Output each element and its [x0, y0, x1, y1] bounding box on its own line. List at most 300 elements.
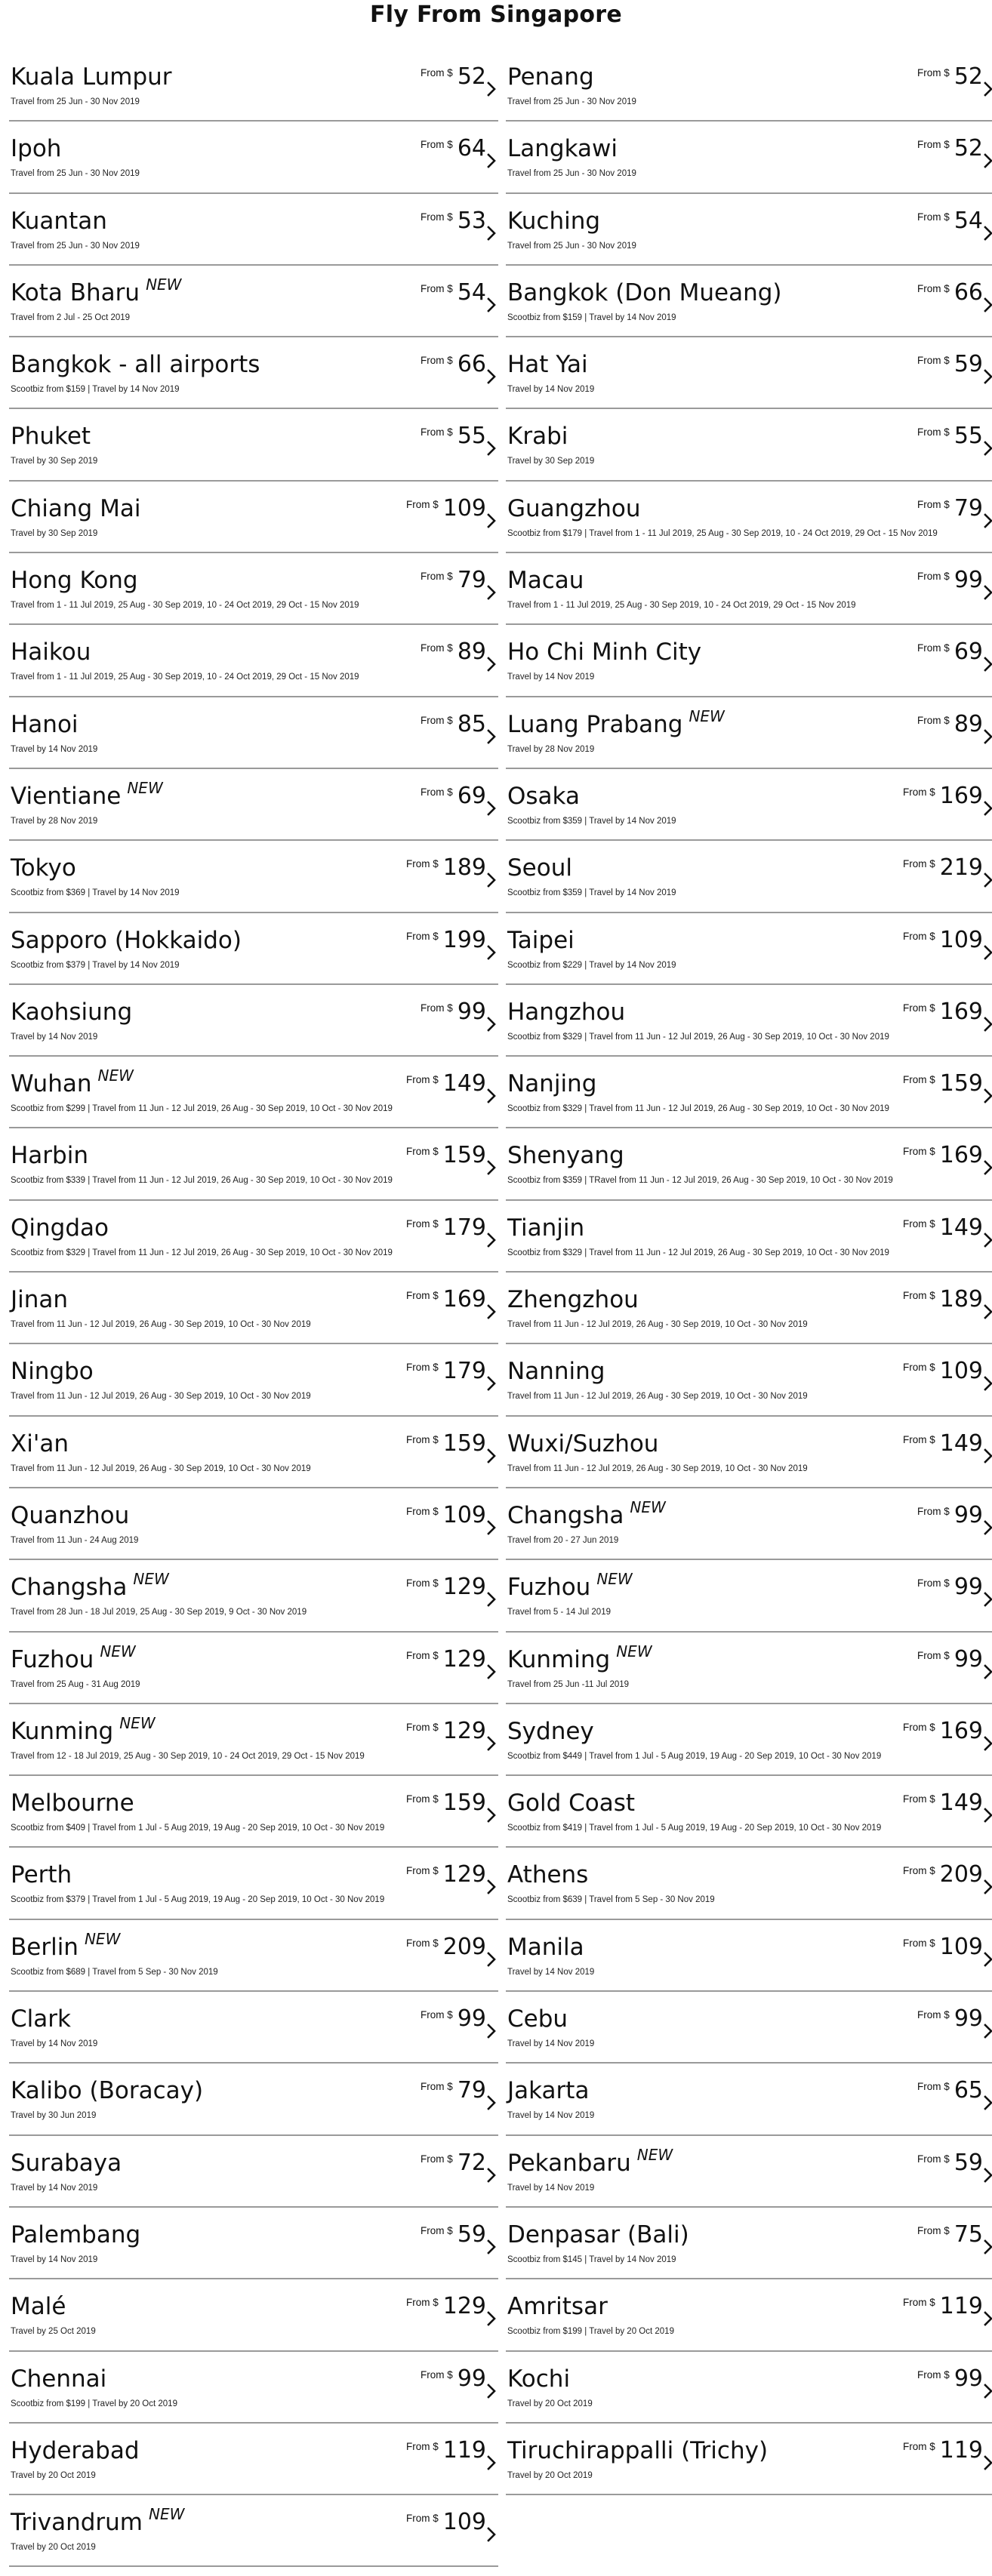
- travel-period: Travel by 14 Nov 2019: [507, 2039, 595, 2049]
- chevron-right-icon[interactable]: [981, 871, 992, 889]
- destination-label: Fuzhou: [11, 1645, 94, 1673]
- destination-name: [507, 208, 600, 235]
- travel-period: Scootbiz from $359 | TRavel from 11 Jun - 12 Jul 2019, 26 Aug - 30 Sep 2019, 10 Oct - 30 Nov 2019: [507, 1176, 893, 1186]
- destination-name: [11, 2505, 185, 2538]
- destination-row-right-5[interactable]: [506, 409, 992, 481]
- chevron-right-icon[interactable]: [485, 1231, 498, 1249]
- destination-label: Tianjin: [507, 1214, 585, 1242]
- destination-row-left-28[interactable]: [9, 2064, 498, 2135]
- price: [406, 1142, 486, 1169]
- destination-label: Manila: [507, 1933, 584, 1961]
- destination-row-right-30[interactable]: [506, 2208, 992, 2279]
- chevron-right-icon[interactable]: [485, 2238, 498, 2256]
- from-label: From $: [902, 786, 935, 798]
- travel-period: Travel by 14 Nov 2019: [11, 1032, 98, 1042]
- price: [903, 999, 983, 1026]
- price-amount: 169: [939, 1717, 983, 1744]
- destination-label: Wuxi/Suzhou: [507, 1430, 659, 1457]
- destination-label: Kunming: [11, 1717, 114, 1745]
- destination-row-left-34[interactable]: [9, 2495, 498, 2567]
- from-label: From $: [902, 930, 935, 942]
- destination-label: Palembang: [11, 2221, 141, 2248]
- destination-name: [507, 1142, 624, 1169]
- chevron-right-icon[interactable]: [981, 296, 992, 314]
- destination-name: [11, 1929, 121, 1963]
- from-label: From $: [902, 1290, 935, 1302]
- travel-period: Travel from 25 Aug - 31 Aug 2019: [11, 1679, 140, 1689]
- from-label: From $: [405, 1362, 439, 1374]
- new-badge: NEW: [127, 778, 163, 797]
- travel-period: Travel from 25 Jun - 30 Nov 2019: [11, 97, 140, 106]
- travel-period: Travel from 20 - 27 Jun 2019: [507, 1535, 619, 1545]
- destination-label: Chennai: [11, 2365, 107, 2393]
- price-amount: 149: [442, 1070, 486, 1097]
- destination-row-right-18[interactable]: [506, 1344, 992, 1416]
- destination-row-left-23[interactable]: [9, 1704, 498, 1776]
- chevron-right-icon[interactable]: [981, 583, 992, 602]
- destination-label: Krabi: [507, 423, 568, 451]
- destination-label: Taipei: [507, 926, 575, 954]
- destination-row-left-29[interactable]: [9, 2136, 498, 2208]
- destination-row-right-13[interactable]: [506, 985, 992, 1057]
- destination-label: Hanoi: [11, 710, 79, 738]
- chevron-right-icon[interactable]: [981, 2238, 992, 2256]
- price: [421, 351, 486, 378]
- destination-row-right-17[interactable]: [506, 1273, 992, 1344]
- chevron-right-icon[interactable]: [981, 1590, 992, 1608]
- price: [903, 1142, 983, 1169]
- destination-row-left-15[interactable]: [9, 1128, 498, 1200]
- price: [421, 2150, 486, 2177]
- chevron-right-icon[interactable]: [981, 1447, 992, 1465]
- travel-period: Travel by 30 Sep 2019: [507, 457, 595, 466]
- from-label: From $: [902, 858, 935, 870]
- from-label: From $: [902, 1937, 935, 1949]
- chevron-right-icon[interactable]: [485, 799, 498, 817]
- chevron-right-icon[interactable]: [485, 728, 498, 746]
- chevron-right-icon[interactable]: [981, 368, 992, 386]
- chevron-right-icon[interactable]: [981, 655, 992, 673]
- chevron-right-icon[interactable]: [485, 1159, 498, 1177]
- chevron-right-icon[interactable]: [485, 1806, 498, 1824]
- chevron-right-icon[interactable]: [981, 2382, 992, 2400]
- destination-row-left-2[interactable]: [9, 194, 498, 266]
- travel-period: Travel from 25 Jun -11 Jul 2019: [507, 1679, 630, 1689]
- price-amount: 85: [457, 710, 486, 737]
- destination-name: [507, 1286, 639, 1313]
- price: [406, 1286, 486, 1313]
- from-label: From $: [405, 1577, 439, 1590]
- destination-name: [11, 1066, 134, 1100]
- price: [917, 711, 983, 738]
- chevron-right-icon[interactable]: [485, 2022, 498, 2040]
- destination-name: [11, 1286, 68, 1313]
- chevron-right-icon[interactable]: [485, 512, 498, 530]
- destination-row-right-23[interactable]: [506, 1704, 992, 1776]
- destination-name: [507, 2005, 568, 2033]
- destination-row-left-0[interactable]: [9, 50, 498, 122]
- chevron-right-icon[interactable]: [485, 2525, 498, 2544]
- destination-row-right-26[interactable]: [506, 1920, 992, 1992]
- destination-row-left-19[interactable]: [9, 1417, 498, 1488]
- from-label: From $: [405, 1865, 439, 1877]
- chevron-right-icon[interactable]: [981, 439, 992, 457]
- chevron-right-icon[interactable]: [485, 1878, 498, 1896]
- chevron-right-icon[interactable]: [485, 224, 498, 242]
- price: [917, 2150, 983, 2177]
- travel-period: Travel by 20 Oct 2019: [507, 2399, 593, 2408]
- destination-row-left-26[interactable]: [9, 1920, 498, 1992]
- destination-label: Cebu: [507, 2005, 568, 2033]
- travel-period: Travel from 11 Jun - 12 Jul 2019, 26 Aug - 30 Sep 2019, 10 Oct - 30 Nov 2019: [507, 1463, 808, 1473]
- price: [917, 1646, 983, 1673]
- destination-label: Luang Prabang: [507, 710, 683, 738]
- from-label: From $: [917, 714, 950, 726]
- destination-row-left-3[interactable]: [9, 266, 498, 337]
- travel-period: Travel by 28 Nov 2019: [11, 816, 98, 826]
- destination-name: [11, 423, 91, 450]
- from-label: From $: [902, 1074, 935, 1086]
- from-label: From $: [405, 858, 439, 870]
- chevron-right-icon[interactable]: [981, 1734, 992, 1753]
- price-amount: 59: [953, 351, 983, 378]
- destination-row-right-32[interactable]: [506, 2352, 992, 2424]
- price: [917, 135, 983, 162]
- travel-period: Scootbiz from $329 | Travel from 11 Jun - 12 Jul 2019, 26 Aug - 30 Sep 2019, 10 Oct - 30 Nov 2019: [11, 1248, 393, 1257]
- price: [903, 1934, 983, 1961]
- price: [406, 1502, 486, 1529]
- destination-row-right-11[interactable]: [506, 841, 992, 913]
- destination-row-left-20[interactable]: [9, 1488, 498, 1560]
- price: [406, 495, 486, 522]
- destination-row-right-9[interactable]: [506, 697, 992, 769]
- chevron-right-icon[interactable]: [485, 1015, 498, 1033]
- price-amount: 79: [457, 567, 486, 594]
- chevron-right-icon[interactable]: [981, 1950, 992, 1968]
- price: [406, 1934, 486, 1961]
- destination-label: Jakarta: [507, 2077, 590, 2105]
- price-amount: 169: [939, 782, 983, 809]
- chevron-right-icon[interactable]: [981, 943, 992, 962]
- destination-row-right-14[interactable]: [506, 1057, 992, 1128]
- chevron-right-icon[interactable]: [981, 2454, 992, 2472]
- from-label: From $: [902, 1217, 935, 1230]
- price-amount: 189: [442, 854, 486, 882]
- chevron-right-icon[interactable]: [981, 152, 992, 170]
- price: [421, 208, 486, 235]
- from-label: From $: [902, 1793, 935, 1805]
- price-amount: 129: [442, 1574, 486, 1601]
- price-amount: 64: [457, 135, 486, 162]
- price: [406, 1646, 486, 1673]
- destination-row-right-1[interactable]: [506, 122, 992, 193]
- from-label: From $: [902, 2297, 935, 2309]
- destination-row-right-8[interactable]: [506, 625, 992, 697]
- price: [421, 2365, 486, 2393]
- destination-row-right-4[interactable]: [506, 337, 992, 409]
- destination-row-left-12[interactable]: [9, 913, 498, 985]
- destination-row-right-31[interactable]: [506, 2279, 992, 2351]
- destination-row-right-22[interactable]: [506, 1633, 992, 1704]
- chevron-right-icon[interactable]: [981, 1231, 992, 1249]
- destination-name: [507, 639, 701, 666]
- destination-row-right-3[interactable]: [506, 266, 992, 337]
- chevron-right-icon[interactable]: [981, 1806, 992, 1824]
- destination-label: Penang: [507, 63, 594, 91]
- price: [903, 1286, 983, 1313]
- chevron-right-icon[interactable]: [485, 2382, 498, 2400]
- chevron-right-icon[interactable]: [485, 943, 498, 962]
- destination-row-left-17[interactable]: [9, 1273, 498, 1344]
- destination-row-left-8[interactable]: [9, 625, 498, 697]
- destination-row-right-20[interactable]: [506, 1488, 992, 1560]
- destination-label: Osaka: [507, 782, 580, 810]
- destination-row-right-7[interactable]: [506, 553, 992, 625]
- price-amount: 99: [953, 1574, 983, 1601]
- destination-row-left-22[interactable]: [9, 1633, 498, 1704]
- destination-row-left-7[interactable]: [9, 553, 498, 625]
- chevron-right-icon[interactable]: [981, 1303, 992, 1321]
- price-amount: 109: [939, 1358, 983, 1385]
- chevron-right-icon[interactable]: [981, 1087, 992, 1105]
- price-amount: 52: [953, 135, 983, 162]
- chevron-right-icon[interactable]: [485, 1303, 498, 1321]
- destination-row-right-29[interactable]: [506, 2136, 992, 2208]
- from-label: From $: [917, 2009, 950, 2021]
- price: [903, 2437, 983, 2464]
- destination-label: Tiruchirappalli (Trichy): [507, 2436, 769, 2464]
- destination-row-left-16[interactable]: [9, 1201, 498, 1273]
- chevron-right-icon[interactable]: [981, 1519, 992, 1537]
- from-label: From $: [902, 1362, 935, 1374]
- price-amount: 129: [442, 1861, 486, 1888]
- price: [406, 854, 486, 882]
- destination-label: Vientiane: [11, 782, 122, 810]
- destination-row-left-13[interactable]: [9, 985, 498, 1057]
- price-amount: 54: [953, 207, 983, 234]
- destination-row-left-18[interactable]: [9, 1344, 498, 1416]
- price: [406, 1070, 486, 1097]
- destination-row-right-21[interactable]: [506, 1560, 992, 1632]
- travel-period: Scootbiz from $159 | Travel by 14 Nov 2019: [507, 312, 676, 322]
- destination-label: Zhengzhou: [507, 1286, 639, 1314]
- destination-row-right-25[interactable]: [506, 1848, 992, 1919]
- destination-row-right-12[interactable]: [506, 913, 992, 985]
- chevron-right-icon[interactable]: [485, 583, 498, 602]
- destination-row-left-32[interactable]: [9, 2352, 498, 2424]
- chevron-right-icon[interactable]: [981, 2094, 992, 2112]
- chevron-right-icon[interactable]: [981, 728, 992, 746]
- right-column: [506, 50, 992, 2567]
- destination-name: [507, 854, 572, 882]
- travel-period: Travel from 11 Jun - 12 Jul 2019, 26 Aug - 30 Sep 2019, 10 Oct - 30 Nov 2019: [11, 1392, 311, 1402]
- price-amount: 119: [939, 2293, 983, 2320]
- destination-row-right-33[interactable]: [506, 2424, 992, 2495]
- chevron-right-icon[interactable]: [981, 1374, 992, 1393]
- destination-label: Phuket: [11, 423, 91, 451]
- chevron-right-icon[interactable]: [485, 1087, 498, 1105]
- destination-label: Hangzhou: [507, 998, 626, 1026]
- from-label: From $: [421, 1002, 453, 1014]
- chevron-right-icon[interactable]: [485, 80, 498, 98]
- from-label: From $: [421, 714, 453, 726]
- travel-period: Scootbiz from $329 | Travel from 11 Jun - 12 Jul 2019, 26 Aug - 30 Sep 2019, 10 Oct - 30 Nov 2019: [507, 1104, 889, 1114]
- from-label: From $: [421, 282, 453, 294]
- destination-row-left-30[interactable]: [9, 2208, 498, 2279]
- destination-row-left-6[interactable]: [9, 482, 498, 553]
- chevron-right-icon[interactable]: [981, 2166, 992, 2184]
- from-label: From $: [405, 1505, 439, 1517]
- chevron-right-icon[interactable]: [981, 799, 992, 817]
- chevron-right-icon[interactable]: [485, 1519, 498, 1537]
- destination-row-left-11[interactable]: [9, 841, 498, 913]
- destination-name: [11, 1214, 109, 1242]
- travel-period: Travel by 14 Nov 2019: [507, 385, 595, 395]
- chevron-right-icon[interactable]: [485, 1734, 498, 1753]
- destination-label: Hyderabad: [11, 2436, 140, 2464]
- travel-period: Travel from 11 Jun - 12 Jul 2019, 26 Aug - 30 Sep 2019, 10 Oct - 30 Nov 2019: [507, 1320, 808, 1330]
- destination-name: [11, 639, 91, 666]
- chevron-right-icon[interactable]: [981, 80, 992, 98]
- price-amount: 149: [939, 1790, 983, 1817]
- destination-row-left-31[interactable]: [9, 2279, 498, 2351]
- travel-period: Travel by 20 Oct 2019: [11, 2543, 96, 2553]
- destination-label: Harbin: [11, 1142, 88, 1170]
- price: [903, 1861, 983, 1888]
- destination-row-left-14[interactable]: [9, 1057, 498, 1128]
- price: [903, 1430, 983, 1457]
- chevron-right-icon[interactable]: [485, 1950, 498, 1968]
- destination-name: [507, 135, 618, 162]
- chevron-right-icon[interactable]: [485, 2166, 498, 2184]
- destination-name: [507, 1790, 635, 1817]
- destination-label: Tokyo: [11, 854, 76, 882]
- chevron-right-icon[interactable]: [485, 152, 498, 170]
- destination-label: Haikou: [11, 639, 91, 666]
- chevron-right-icon[interactable]: [485, 1447, 498, 1465]
- destination-name: [11, 135, 61, 162]
- chevron-right-icon[interactable]: [485, 1590, 498, 1608]
- chevron-right-icon[interactable]: [981, 2310, 992, 2328]
- destination-name: [11, 1142, 88, 1169]
- price-amount: 209: [442, 1933, 486, 1960]
- destination-row-left-4[interactable]: [9, 337, 498, 409]
- destination-name: [11, 1861, 72, 1888]
- destination-name: [507, 1430, 658, 1457]
- price: [917, 495, 983, 522]
- price: [421, 279, 486, 306]
- chevron-right-icon[interactable]: [981, 224, 992, 242]
- destination-name: [11, 495, 140, 522]
- destination-label: Shenyang: [507, 1142, 624, 1170]
- price: [903, 1358, 983, 1385]
- chevron-right-icon[interactable]: [981, 2022, 992, 2040]
- destination-row-left-25[interactable]: [9, 1848, 498, 1919]
- chevron-right-icon[interactable]: [981, 512, 992, 530]
- price: [406, 1861, 486, 1888]
- from-label: From $: [421, 642, 453, 654]
- chevron-right-icon[interactable]: [485, 2310, 498, 2328]
- chevron-right-icon[interactable]: [981, 1878, 992, 1896]
- price-amount: 179: [442, 1214, 486, 1241]
- new-badge: NEW: [97, 1066, 134, 1085]
- destination-name: [11, 927, 242, 954]
- travel-period: Travel by 28 Nov 2019: [507, 744, 595, 754]
- price: [406, 1358, 486, 1385]
- destination-row-left-24[interactable]: [9, 1776, 498, 1848]
- price-amount: 59: [457, 2221, 486, 2248]
- chevron-right-icon[interactable]: [485, 1663, 498, 1681]
- destination-row-right-0[interactable]: [506, 50, 992, 122]
- destination-row-right-2[interactable]: [506, 194, 992, 266]
- chevron-right-icon[interactable]: [485, 2454, 498, 2472]
- from-label: From $: [917, 1649, 950, 1661]
- price-amount: 149: [939, 1430, 983, 1457]
- destination-row-left-9[interactable]: [9, 697, 498, 769]
- price-amount: 219: [939, 854, 983, 882]
- from-label: From $: [902, 2440, 935, 2452]
- destination-row-left-1[interactable]: [9, 122, 498, 193]
- price-amount: 189: [939, 1286, 983, 1313]
- chevron-right-icon[interactable]: [485, 2094, 498, 2112]
- destination-row-left-33[interactable]: [9, 2424, 498, 2495]
- price-amount: 129: [442, 2293, 486, 2320]
- price: [917, 63, 983, 91]
- chevron-right-icon[interactable]: [485, 439, 498, 457]
- chevron-right-icon[interactable]: [981, 1015, 992, 1033]
- destination-name: [507, 783, 580, 810]
- chevron-right-icon[interactable]: [485, 368, 498, 386]
- chevron-right-icon[interactable]: [485, 871, 498, 889]
- destination-row-right-28[interactable]: [506, 2064, 992, 2135]
- destination-row-left-5[interactable]: [9, 409, 498, 481]
- from-label: From $: [421, 2081, 453, 2093]
- destination-label: Sapporo (Hokkaido): [11, 926, 242, 954]
- destination-label: Amritsar: [507, 2293, 608, 2321]
- price-amount: 109: [442, 2509, 486, 2536]
- destination-row-right-19[interactable]: [506, 1417, 992, 1488]
- destination-name: [507, 1497, 666, 1531]
- destination-row-right-16[interactable]: [506, 1201, 992, 1273]
- destination-label: Kuantan: [11, 207, 107, 235]
- travel-period: Scootbiz from $689 | Travel from 5 Sep - 30 Nov 2019: [11, 1967, 218, 1977]
- price-amount: 66: [457, 351, 486, 378]
- chevron-right-icon[interactable]: [485, 296, 498, 314]
- price-amount: 69: [953, 639, 983, 666]
- chevron-right-icon[interactable]: [485, 655, 498, 673]
- destination-row-left-27[interactable]: [9, 1992, 498, 2064]
- destination-row-right-27[interactable]: [506, 1992, 992, 2064]
- destination-row-right-15[interactable]: [506, 1128, 992, 1200]
- destination-row-right-10[interactable]: [506, 769, 992, 841]
- destination-name: [11, 2293, 66, 2320]
- chevron-right-icon[interactable]: [485, 1374, 498, 1393]
- price: [406, 2437, 486, 2464]
- destination-label: Kochi: [507, 2365, 571, 2393]
- price: [406, 1430, 486, 1457]
- destination-label: Kota Bharu: [11, 279, 140, 306]
- chevron-right-icon[interactable]: [981, 1663, 992, 1681]
- destination-row-right-6[interactable]: [506, 482, 992, 553]
- destination-row-right-24[interactable]: [506, 1776, 992, 1848]
- price: [917, 1502, 983, 1529]
- travel-period: Travel from 25 Jun - 30 Nov 2019: [507, 169, 636, 179]
- travel-period: Scootbiz from $199 | Travel by 20 Oct 2019: [11, 2399, 177, 2408]
- destination-row-left-21[interactable]: [9, 1560, 498, 1632]
- price: [917, 567, 983, 594]
- destination-row-left-10[interactable]: [9, 769, 498, 841]
- chevron-right-icon[interactable]: [981, 1159, 992, 1177]
